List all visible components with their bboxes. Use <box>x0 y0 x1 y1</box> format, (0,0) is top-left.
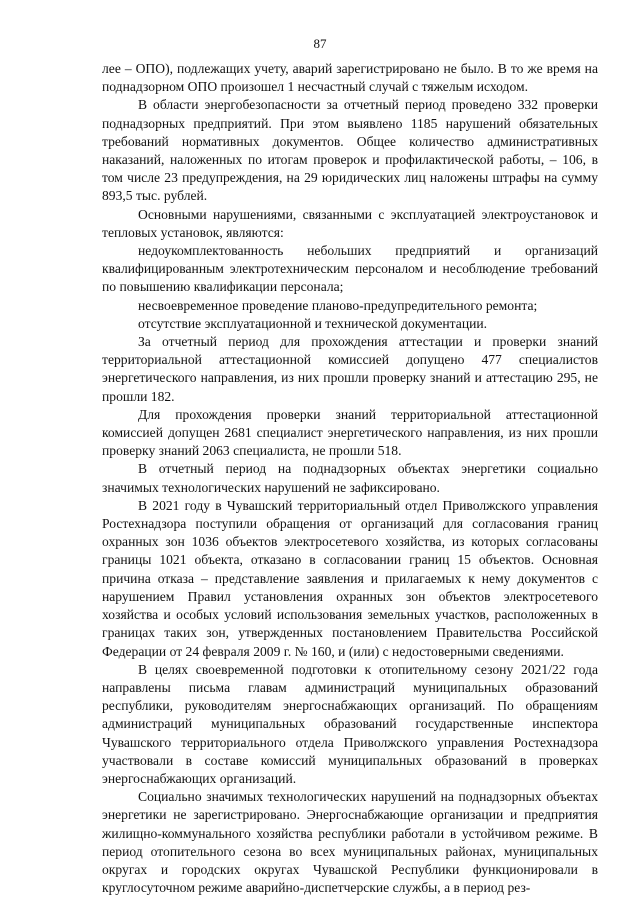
list-item: отсутствие эксплуатационной и технической документации. <box>138 315 488 331</box>
list-item: несвоевременное проведение планово-предупредительного ремонта; <box>138 297 538 313</box>
body-text <box>102 60 598 897</box>
paragraph: Для прохождения проверки знаний территориальной аттестационной комиссией допущен 2681 специалист энергетического направления, из них прошли проверку знаний 2063 специалиста, не прошли 518. <box>102 406 598 459</box>
paragraph: В целях своевременной подготовки к отопительному сезону 2021/22 года направлены письма главам администраций муниципальных образований республики, руководителям энергоснабжающих организаций. По обращениям администраций муниципальных образований государственные инспектора Чувашского территориального отдела Приволжского управления Ростехнадзора участвовали в составе комиссий муниципальных образований в проверках энергоснабжающих организаций. <box>102 661 598 786</box>
paragraph: В отчетный период на поднадзорных объектах энергетики социально значимых технологических нарушений не зафиксировано. <box>102 461 598 495</box>
paragraph: Социально значимых технологических нарушений на поднадзорных объектах энергетики не зарегистрировано. Энергоснабжающие организации и предприятия жилищно-коммунального хозяйства республики работали в устойчивом режиме. В период отопительного сезона во всех муниципальных районах, муниципальных округах и городских округах Чувашской Республики функционировали в круглосуточном режиме аварийно-диспетчерские службы, а в период рез- <box>102 789 598 896</box>
page-number: 87 <box>313 36 327 51</box>
paragraph: За отчетный период для прохождения аттестации и проверки знаний территориальной аттестационной комиссией допущено 477 специалистов энергетического направления, из них прошли проверку знаний и аттестацию 295, не прошли 182. <box>102 334 598 404</box>
paragraph: В 2021 году в Чувашский территориальный отдел Приволжского управления Ростехнадзора поступили обращения от организаций для согласования границ охранных зон 1036 объектов электросетевого хозяйства, из которых согласованы границы 1021 объекта, отказано в согласовании границ 15 объектов. Основная причина отказа – представление заявления и прилагаемых к нему документов с нарушением Правил установления охранных зон объектов электросетевого хозяйства и особых условий использования земельных участков, расположенных в границах таких зон, утвержденных постановлением Правительства Российской Федерации от 24 февраля 2009 г. № 160, и (или) с недостоверными сведениями. <box>102 497 598 659</box>
paragraph: Основными нарушениями, связанными с эксплуатацией электроустановок и тепловых установок, являются: <box>102 206 598 240</box>
paragraph: В области энергобезопасности за отчетный период проведено 332 проверки поднадзорных предприятий. При этом выявлено 1185 нарушений обязательных требований нормативных документов. Общее количество административных наказаний, наложенных по итогам проверок и профилактической работы, – 106, в том числе 23 предупреждения, на 29 юридических лиц наложены штрафы на сумму 893,5 тыс. рублей. <box>102 97 598 204</box>
paragraph: лее – ОПО), подлежащих учету, аварий зарегистрировано не было. В то же время на поднадзорном ОПО произошел 1 несчастный случай с тяжелым исходом. <box>102 61 598 95</box>
list-item: недоукомплектованность небольших предприятий и организаций квалифицированным электротехническим персоналом и несоблюдение требований по повышению квалификации персонала; <box>102 243 598 295</box>
